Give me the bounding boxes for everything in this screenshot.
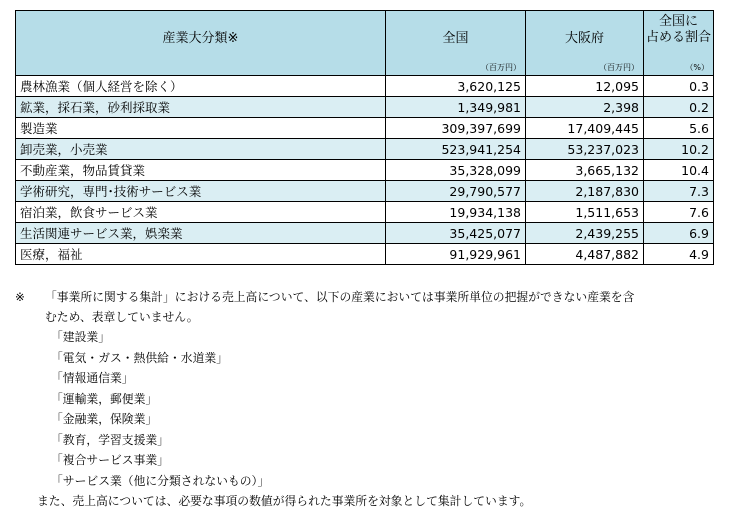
list-item: 「サービス業（他に分類されないもの）」 xyxy=(51,473,270,488)
row-osaka: 2,187,830 xyxy=(526,181,644,202)
row-national: 309,397,699 xyxy=(386,118,526,139)
row-osaka: 53,237,023 xyxy=(526,139,644,160)
note-line-2: むため、表章していません。 xyxy=(45,310,199,324)
table-row xyxy=(16,244,714,265)
table-row xyxy=(16,223,714,244)
list-item: 「建設業」 xyxy=(51,330,110,344)
list-item: 「教育，学習支援業」 xyxy=(51,432,169,447)
header-national xyxy=(386,11,526,76)
list-item: 「情報通信業」 xyxy=(51,371,134,385)
note-line-1: 「事業所に関する集計」における売上高について、以下の産業においては事業所単位の把握ができない産業を含 xyxy=(45,290,635,304)
list-item: 「運輸業，郵便業」 xyxy=(51,391,158,406)
row-national: 35,425,077 xyxy=(386,223,526,244)
row-share: 5.6 xyxy=(644,118,714,139)
header-national-unit: （百万円） xyxy=(481,63,521,72)
table-row xyxy=(16,160,714,181)
header-osaka-unit: （百万円） xyxy=(599,63,639,72)
header-share-line1: 全国に xyxy=(658,14,698,29)
row-share: 0.3 xyxy=(644,76,714,97)
row-category: 農林漁業（個人経営を除く） xyxy=(16,76,386,97)
row-category: 鉱業，採石業，砂利採取業 xyxy=(16,97,386,118)
row-national: 35,328,099 xyxy=(386,160,526,181)
table-row xyxy=(16,76,714,97)
row-national: 3,620,125 xyxy=(386,76,526,97)
table-row xyxy=(16,97,714,118)
row-national: 19,934,138 xyxy=(386,202,526,223)
row-category: 生活関連サービス業，娯楽業 xyxy=(16,223,386,244)
header-category xyxy=(16,11,386,76)
list-item: 「電気・ガス・熱供給・水道業」 xyxy=(51,350,228,365)
row-osaka: 2,398 xyxy=(526,97,644,118)
table-row xyxy=(16,202,714,223)
row-osaka: 1,511,653 xyxy=(526,202,644,223)
row-category: 不動産業，物品賃貸業 xyxy=(16,160,386,181)
row-national: 91,929,961 xyxy=(386,244,526,265)
table-row xyxy=(16,139,714,160)
row-national: 1,349,981 xyxy=(386,97,526,118)
row-osaka: 3,665,132 xyxy=(526,160,644,181)
row-category: 卸売業，小売業 xyxy=(16,139,386,160)
note-mark: ※ xyxy=(15,290,25,304)
sales-table-container xyxy=(15,10,713,265)
table-notes xyxy=(15,287,715,511)
row-osaka: 4,487,882 xyxy=(526,244,644,265)
table-row xyxy=(16,181,714,202)
row-osaka: 2,439,255 xyxy=(526,223,644,244)
list-item: 「金融業，保険業」 xyxy=(51,412,158,426)
header-national-label: 全国 xyxy=(442,31,469,46)
row-national: 29,790,577 xyxy=(386,181,526,202)
row-category: 医療，福祉 xyxy=(16,244,386,265)
header-share xyxy=(644,11,714,76)
row-osaka: 12,095 xyxy=(526,76,644,97)
row-share: 7.6 xyxy=(644,202,714,223)
table-row xyxy=(16,118,714,139)
excluded-industries-list xyxy=(15,327,715,491)
list-item: 「複合サービス事業」 xyxy=(51,453,169,467)
row-share: 0.2 xyxy=(644,97,714,118)
note-footer: また、売上高については、必要な事項の数値が得られた事業所を対象として集計しています。 xyxy=(37,494,532,508)
table-header-row xyxy=(16,11,714,76)
row-share: 4.9 xyxy=(644,244,714,265)
sales-table xyxy=(15,10,714,265)
row-share: 10.4 xyxy=(644,160,714,181)
row-share: 7.3 xyxy=(644,181,714,202)
header-share-unit: （%） xyxy=(685,63,709,72)
header-category-label: 産業大分類※ xyxy=(162,31,239,46)
row-category: 製造業 xyxy=(16,118,386,139)
row-national: 523,941,254 xyxy=(386,139,526,160)
row-osaka: 17,409,445 xyxy=(526,118,644,139)
header-osaka xyxy=(526,11,644,76)
row-category: 学術研究，専門･技術サービス業 xyxy=(16,181,386,202)
row-category: 宿泊業，飲食サービス業 xyxy=(16,202,386,223)
row-share: 6.9 xyxy=(644,223,714,244)
row-share: 10.2 xyxy=(644,139,714,160)
header-osaka-label: 大阪府 xyxy=(564,31,604,46)
header-share-line2: 占める割合 xyxy=(645,30,711,45)
